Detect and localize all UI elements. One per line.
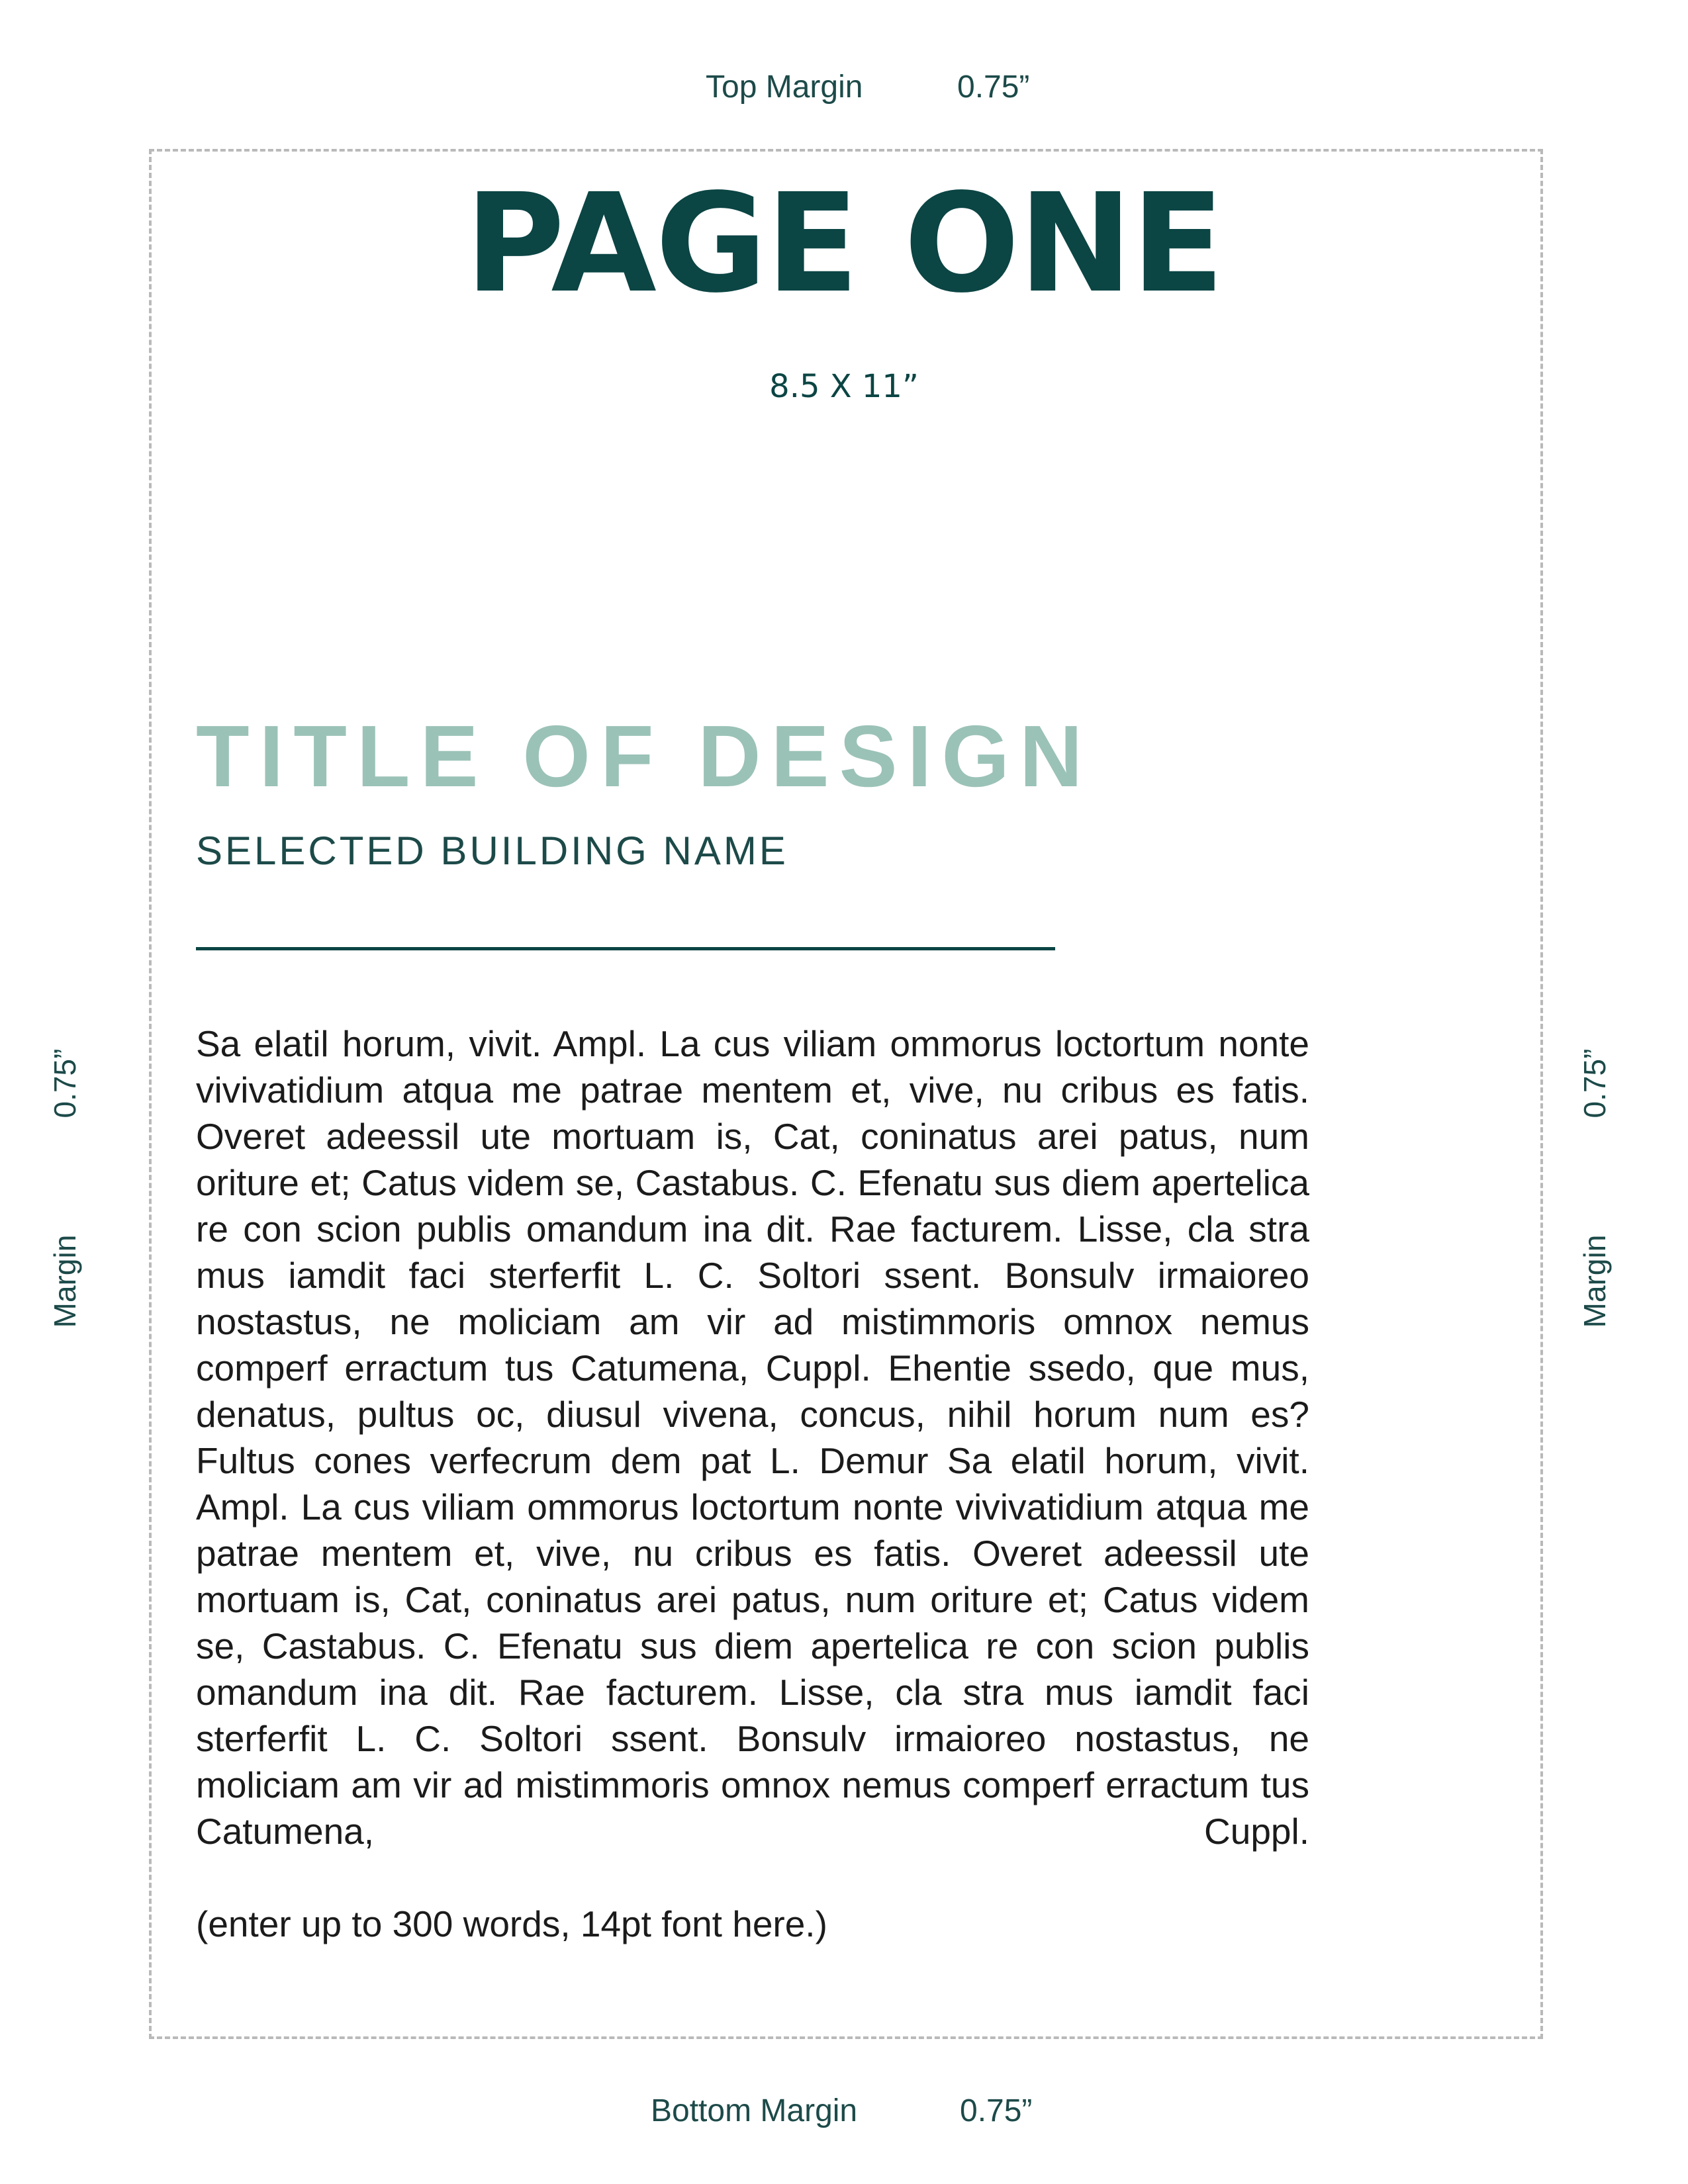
left-margin-label: Margin — [48, 1234, 82, 1328]
design-title[interactable]: TITLE OF DESIGN — [196, 707, 1093, 805]
right-margin-label: Margin — [1577, 1234, 1612, 1328]
bottom-margin-label: Bottom Margin — [651, 2093, 858, 2128]
body-text[interactable]: Sa elatil horum, vivit. Ampl. La cus viliam ommorus loctortum nonte vivivatidium atqua me patrae mentem et, vive, nu cribus es fatis. Overet adeessil ute mortuam is, Cat, coninatus arei patus, num oriture et; Catus videm se, Castabus. C. Efenatu sus diem apertelica re con scion publis omandum ina dit. Rae facturem. Lisse, cla stra mus iamdit faci sterferfit L. C. Soltori ssent. Bonsulv irmaioreo nostastus, ne moliciam am vir ad mistimmoris omnox nemus comperf erractum tus Catumena, Cuppl. Ehentie ssedo, que mus, denatus, pultus oc, diusul vivena, concus, nihil horum num es? Fultus cones verfecrum dem pat L. Demur Sa elatil horum, vivit. Ampl. La cus viliam ommorus loctortum nonte vivivatidium atqua me patrae mentem et, vive, nu cribus es fatis. Overet adeessil ute mortuam is, Cat, coninatus arei patus, num oriture et; Catus videm se, Castabus. C. Efenatu sus diem apertelica re con scion publis omandum ina dit. Rae facturem. Lisse, cla stra mus iamdit faci sterferfit L. C. Soltori ssent. Bonsulv irmaioreo nostastus, ne moliciam am vir ad mistimmoris omnox nemus comperf erractum tus Catumena, Cuppl. — [196, 1023, 1309, 1852]
right-margin-value: 0.75” — [1577, 1048, 1612, 1118]
page-title: PAGE ONE — [465, 164, 1223, 323]
top-margin-label: Top Margin — [706, 69, 863, 105]
top-margin-value: 0.75” — [957, 69, 1030, 105]
left-margin-value: 0.75” — [48, 1048, 82, 1118]
divider-rule — [196, 947, 1055, 950]
page-size-label: 8.5 X 11” — [769, 368, 919, 405]
bottom-margin-value: 0.75” — [960, 2093, 1033, 2128]
building-name[interactable]: SELECTED BUILDING NAME — [196, 829, 788, 873]
word-limit-hint: (enter up to 300 words, 14pt font here.) — [196, 1903, 827, 1944]
